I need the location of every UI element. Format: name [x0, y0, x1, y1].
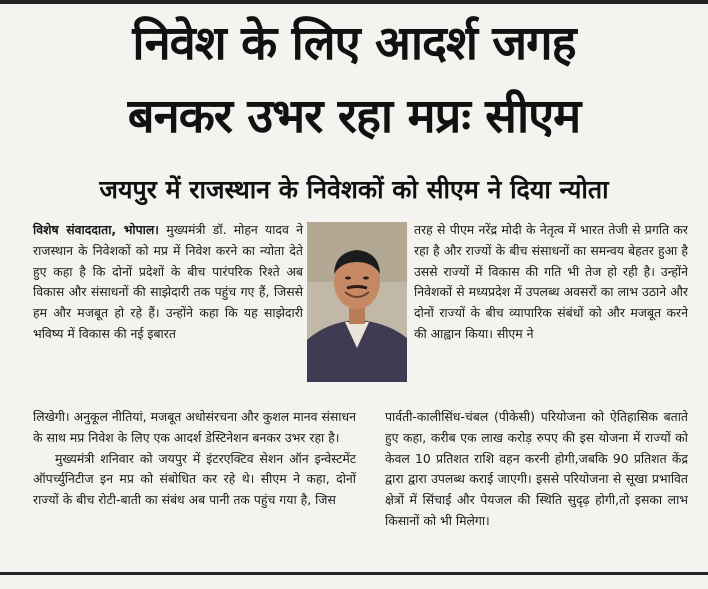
paragraph-right-bottom: पार्वती-कालीसिंध-चंबल (पीकेसी) परियोजना को ऐतिहासिक बताते हुए कहा, करीब एक लाख करोड़ रुपए की इस योजना में राज्यों को केवल 10 प्रतिशत राशि वहन करनी होगी,जबकि 90 प्रतिशत केंद्र द्वारा द्वारा उपलब्ध कराई जाएगी। इससे परियोजना से सूखा प्रभावित क्षेत्रों में सिंचाई और पेयजल की स्थिति सुदृढ़ होगी,तो इसका लाभ किसानों को भी मिलेगा। — [385, 409, 688, 528]
article-column-right-top — [414, 220, 688, 345]
paragraph-continued: लिखेगी। अनुकूल नीतियां, मजबूत अधोसंरचना और कुशल मानव संसाधन के साथ मप्र निवेश के लिए एक आदर्श डेस्टिनेशन बनकर उभर रहा है। — [33, 409, 356, 445]
headline-line-2: बनकर उभर रहा मप्रः सीएम — [127, 89, 581, 144]
article-column-left-top — [33, 220, 303, 345]
bottom-rule — [0, 572, 708, 575]
top-rule — [0, 0, 708, 4]
article-column-left-bottom — [33, 407, 356, 511]
byline: विशेष संवाददाता, भोपाल। — [33, 222, 159, 237]
cm-photo — [307, 222, 407, 382]
portrait-illustration — [307, 222, 407, 382]
article-column-right-bottom — [385, 407, 688, 532]
paragraph-second: मुख्यमंत्री शनिवार को जयपुर में इंटरएक्टिव सेशन ऑन इन्वेस्टमेंट ऑपर्च्युनिटीज इन मप्र को संबोधित कर रहे थे। सीएम ने कहा, दोनों राज्यों के बीच रोटी-बाती का संबंध अब पानी तक पहुंच गया है, जिस — [33, 450, 356, 508]
paragraph-right-top: तरह से पीएम नरेंद्र मोदी के नेतृत्व में भारत तेजी से प्रगति कर रहा है और राज्यों के बीच संसाधनों का समन्वय बेहतर हुआ है उससे राज्यों में विकास की गति भी तेज हो रही है। उन्होंने निवेशकों से मध्यप्रदेश में उपलब्ध अवसरों का लाभ उठाने और दोनों राज्यों के बीच व्यापारिक संबंधों को और मजबूत करने की आह्वान किया। सीएम ने — [414, 222, 688, 341]
subheadline: जयपुर में राजस्थान के निवेशकों को सीएम ने दिया न्योता — [99, 175, 609, 204]
headline-line-1: निवेश के लिए आदर्श जगह — [132, 16, 576, 71]
paragraph-intro: मुख्यमंत्री डॉ. मोहन यादव ने राजस्थान के निवेशकों को मप्र में निवेश करने का न्योता देते हुए कहा है कि दोनों प्रदेशों के बीच पारंपरिक रिश्ते अब विकास और संसाधनों की साझेदारी तक पहुंच गए हैं, जिससे हम और मजबूत हो रहे हैं। उन्होंने कहा कि यह साझेदारी भविष्य में विकास की नई इबारत — [33, 222, 303, 341]
